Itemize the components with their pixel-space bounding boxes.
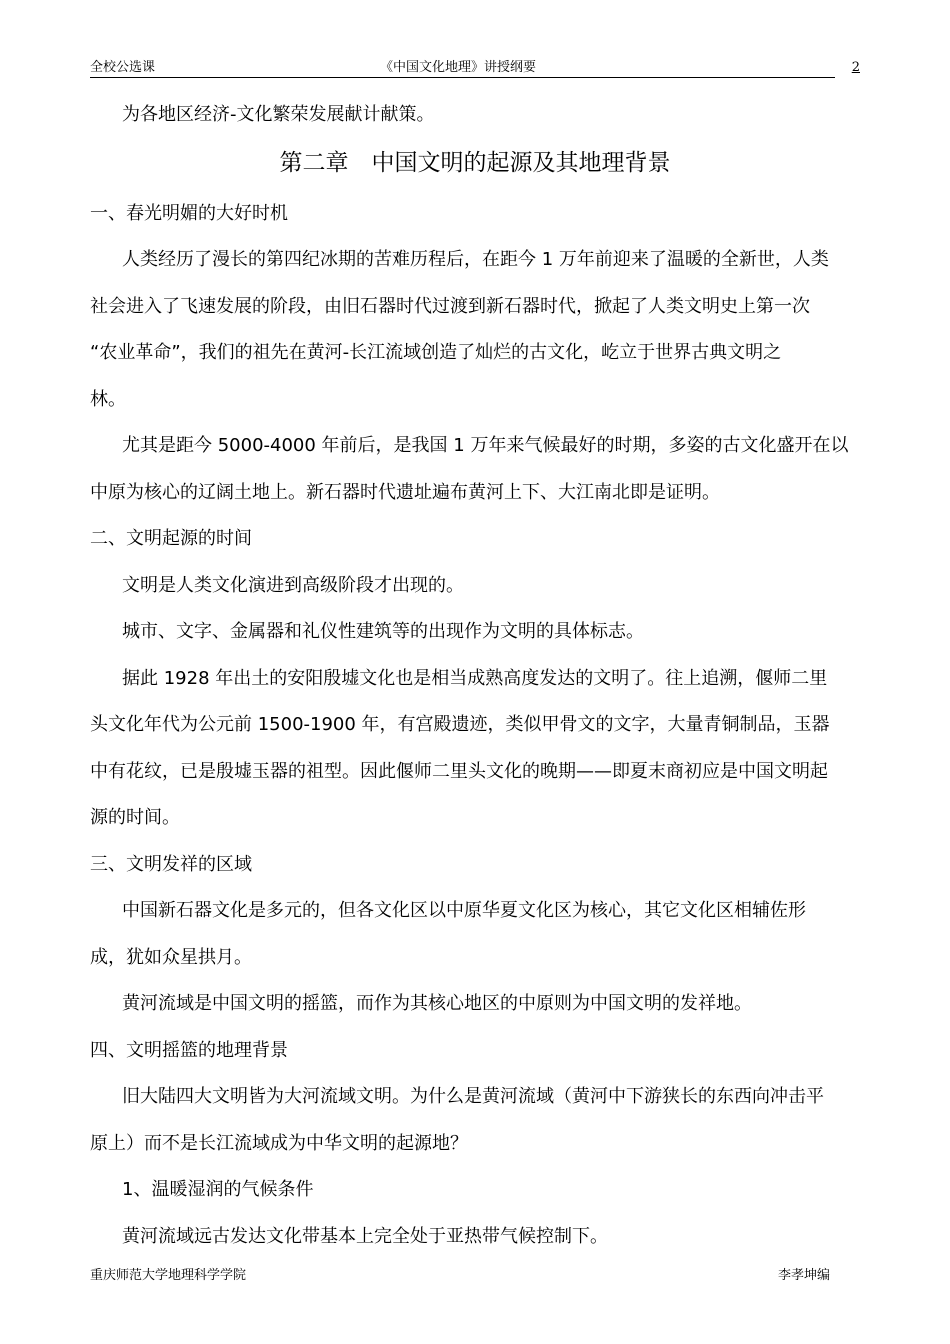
paragraph-line: 文明是人类文化演进到高级阶段才出现的。 — [122, 574, 464, 596]
paragraph-line: 黄河流域是中国文明的摇篮，而作为其核心地区的中原则为中国文明的发祥地。 — [122, 993, 752, 1014]
paragraph-line: “农业革命”，我们的祖先在黄河-长江流域创造了灿烂的古文化，屹立于世界古典文明之 — [90, 342, 782, 363]
paragraph-line: 人类经历了漫长的第四纪冰期的苦难历程后，在距今 1 万年前迎来了温暖的全新世，人类 — [122, 249, 829, 270]
footer-author: 李孝坤编 — [777, 1268, 830, 1283]
subsection-heading: 1、温暖湿润的气候条件 — [122, 1179, 314, 1200]
paragraph-line: 黄河流域远古发达文化带基本上完全处于亚热带气候控制下。 — [122, 1225, 608, 1247]
paragraph-line: 旧大陆四大文明皆为大河流域文明。为什么是黄河流域（黄河中下游狭长的东西向冲击平 — [122, 1086, 824, 1107]
paragraph-line: 原上）而不是长江流域成为中华文明的起源地？ — [90, 1132, 468, 1154]
footer-institution: 重庆师范大学地理科学学院 — [90, 1268, 247, 1283]
page-body — [90, 92, 860, 1260]
header-course-type: 全校公选课 — [90, 60, 156, 75]
header-document-title: 《中国文化地理》讲授纲要 — [380, 60, 537, 75]
section-heading-1: 一、春光明媚的大好时机 — [90, 202, 288, 224]
paragraph-line: 头文化年代为公元前 1500-1900 年，有宫殿遗迹，类似甲骨文的文字，大量青铜制品，玉器 — [90, 714, 830, 735]
paragraph-line: 中国新石器文化是多元的，但各文化区以中原华夏文化区为核心，其它文化区相辅佐形 — [122, 900, 806, 921]
chapter-title: 第二章 中国文明的起源及其地理背景 — [279, 149, 671, 176]
paragraph-line: 源的时间。 — [90, 807, 180, 828]
paragraph-line: 成，犹如众星拱月。 — [90, 946, 252, 968]
header-rule — [90, 77, 835, 78]
paragraph-line: 尤其是距今 5000-4000 年前后，是我国 1 万年来气候最好的时期，多姿的古文化盛开在以 — [122, 435, 849, 456]
paragraph-line: 林。 — [90, 388, 126, 410]
intro-line: 为各地区经济-文化繁荣发展献计献策。 — [122, 104, 435, 125]
section-heading-2: 二、文明起源的时间 — [90, 528, 252, 549]
header-page-number: 2 — [851, 60, 860, 75]
section-heading-4: 四、文明摇篮的地理背景 — [90, 1039, 288, 1061]
paragraph-line: 社会进入了飞速发展的阶段，由旧石器时代过渡到新石器时代，掀起了人类文明史上第一次 — [90, 295, 810, 317]
paragraph-line: 据此 1928 年出土的安阳殷墟文化也是相当成熟高度发达的文明了。往上追溯，偃师二里 — [122, 667, 828, 689]
paragraph-line: 城市、文字、金属器和礼仪性建筑等的出现作为文明的具体标志。 — [122, 621, 644, 642]
paragraph-line: 中原为核心的辽阔土地上。新石器时代遗址遍布黄河上下、大江南北即是证明。 — [90, 481, 720, 503]
paragraph-line: 中有花纹，已是殷墟玉器的祖型。因此偃师二里头文化的晚期——即夏末商初应是中国文明起 — [90, 760, 828, 782]
section-heading-3: 三、文明发祥的区域 — [90, 853, 252, 875]
